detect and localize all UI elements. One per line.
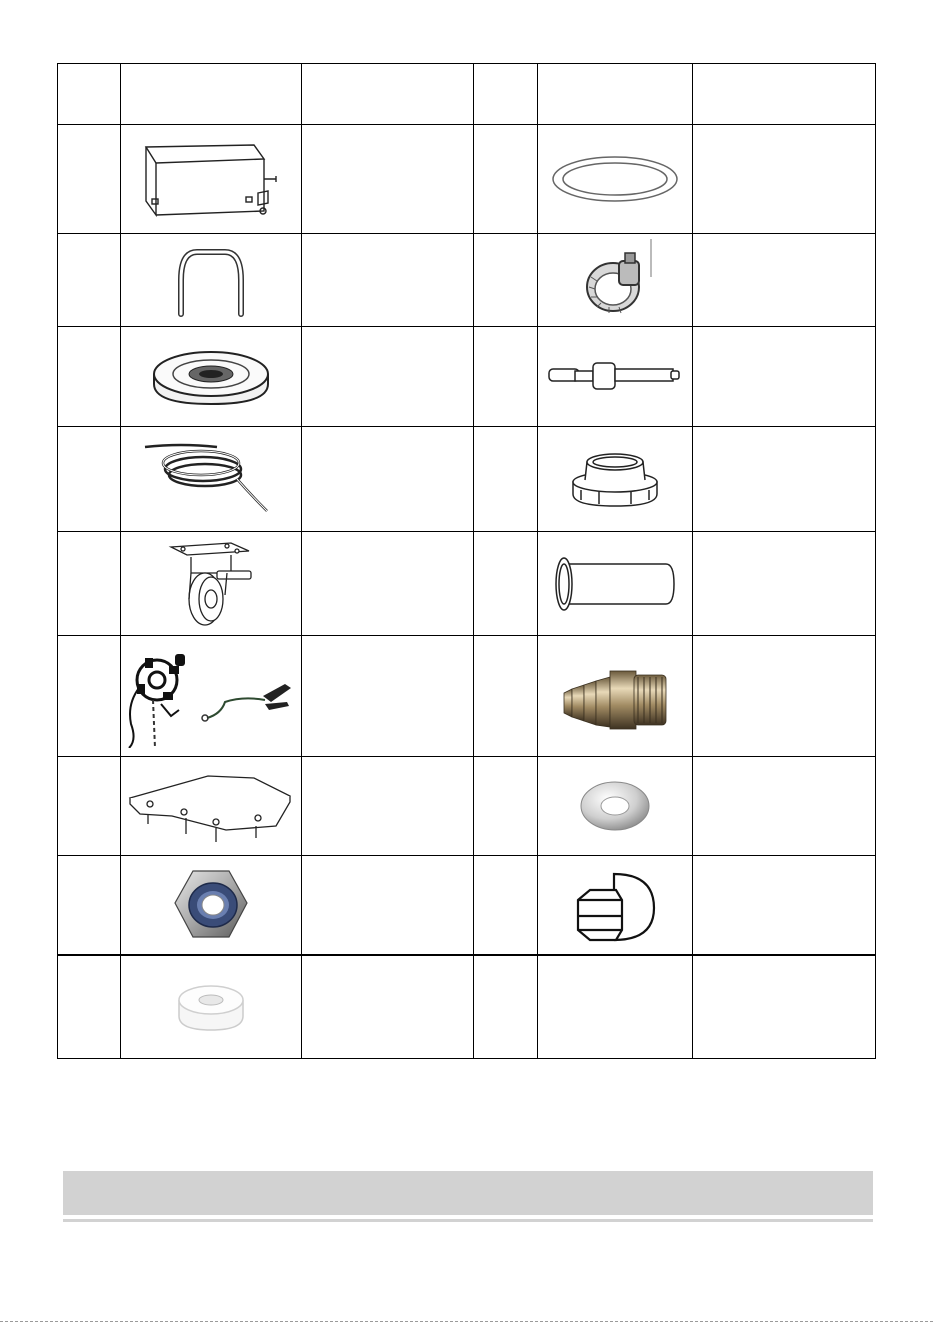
header-cell-description [302,64,474,125]
part-number [474,234,538,327]
part-description [302,125,474,234]
hose-clamp-icon [575,237,655,323]
part-description [693,427,876,532]
part-number [474,427,538,532]
part-description [302,234,474,327]
table-row [58,636,876,757]
part-picture-cell [538,427,693,532]
part-number [58,427,121,532]
part-number [474,856,538,955]
part-picture-cell [538,856,693,955]
part-picture-cell [538,327,693,427]
threaded-nut-cap-icon [565,444,665,514]
part-description [693,125,876,234]
part-number [58,757,121,856]
float-switch-cable-icon [125,644,297,748]
cap-nut-icon [570,864,660,946]
part-number [58,955,121,1059]
part-picture-cell [538,234,693,327]
part-number [58,125,121,234]
part-description [693,757,876,856]
part-description [693,636,876,757]
table-header-row [58,64,876,125]
part-number [474,757,538,856]
header-cell-no [58,64,121,125]
part-number [474,532,538,636]
coiled-hose-icon [141,439,281,519]
part-picture-cell [121,427,302,532]
filter-tube-icon [550,556,680,612]
table-row [58,856,876,955]
flat-washer-icon [577,776,653,836]
part-picture-cell [121,757,302,856]
part-picture-cell [538,532,693,636]
lock-nut-icon [171,865,251,945]
part-number [58,327,121,427]
mounting-plate-icon [126,766,296,846]
header-cell-description-2 [693,64,876,125]
part-picture-cell [538,636,693,757]
header-cell-no-2 [474,64,538,125]
header-cell-picture [121,64,302,125]
part-number [474,327,538,427]
part-picture-cell [538,955,693,1059]
table-row [58,234,876,327]
part-picture-cell [121,955,302,1059]
part-description [302,327,474,427]
table-row [58,532,876,636]
header-cell-picture-2 [538,64,693,125]
part-picture-cell [121,636,302,757]
part-picture-cell [538,125,693,234]
part-picture-cell [121,327,302,427]
part-picture-cell [121,125,302,234]
part-description [302,856,474,955]
page-bottom-edge [0,1321,933,1322]
parts-list-table [57,63,876,1059]
round-base-icon [146,346,276,408]
part-picture-cell [121,234,302,327]
part-description [302,636,474,757]
part-description [302,757,474,856]
caster-wheel-icon [161,537,261,631]
part-picture-cell [538,757,693,856]
part-number [474,636,538,757]
part-description [693,532,876,636]
part-description [693,955,876,1059]
part-description [302,427,474,532]
part-description [693,327,876,427]
part-description [693,234,876,327]
section-header-bar [63,1171,873,1215]
part-number [58,856,121,955]
part-number [474,955,538,1059]
water-tank-box-icon [136,139,286,219]
part-number [58,636,121,757]
part-number [474,125,538,234]
part-picture-cell [121,532,302,636]
part-number [58,234,121,327]
sealing-ring-icon [545,149,685,209]
table-row [58,427,876,532]
connector-shaft-icon [545,355,685,399]
ptfe-tape-roll-icon [171,974,251,1040]
u-handle-icon [161,240,261,320]
section-divider [63,1219,873,1222]
table-row [58,327,876,427]
hose-barb-fitting-icon [560,659,670,733]
table-row [58,955,876,1059]
part-description [302,955,474,1059]
part-number [58,532,121,636]
part-description [302,532,474,636]
part-picture-cell [121,856,302,955]
table-row [58,125,876,234]
table-row [58,757,876,856]
part-description [693,856,876,955]
